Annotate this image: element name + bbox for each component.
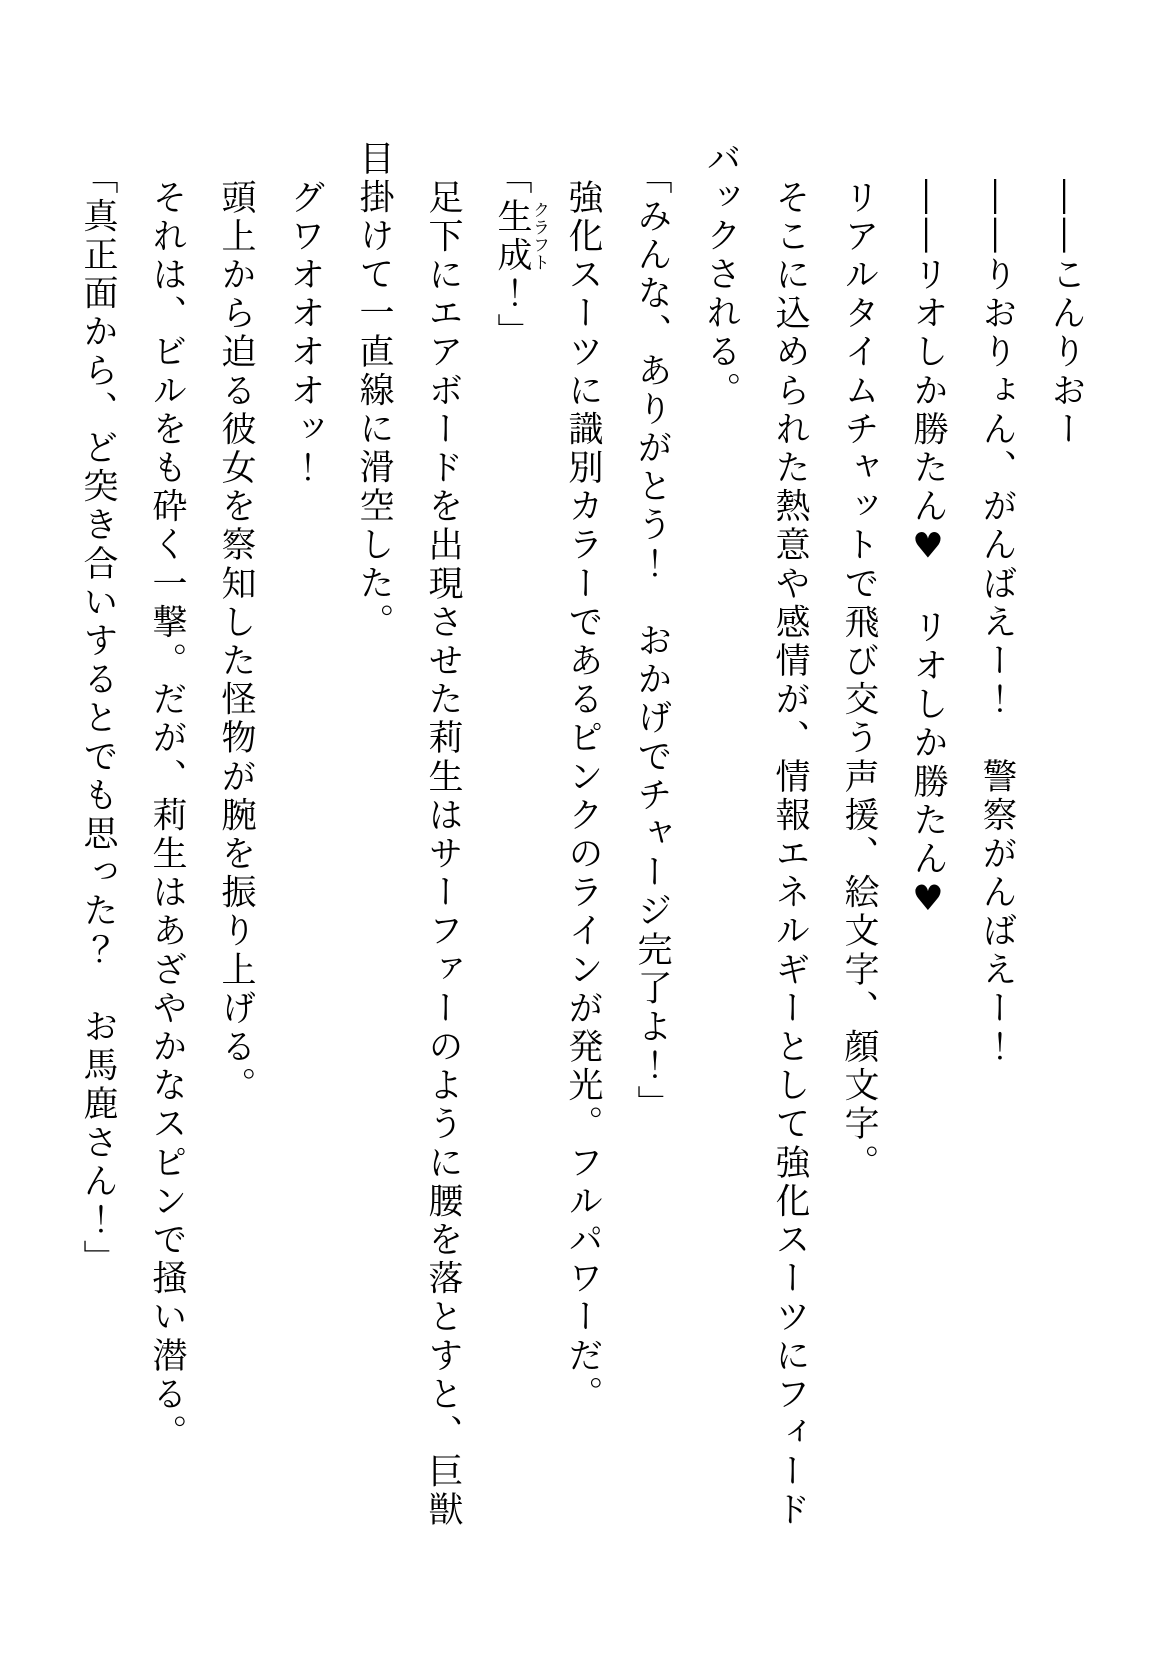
text-line: 頭上から迫る彼女を察知した怪物が腕を振り上げる。 [216, 178, 256, 1105]
craft-base: 生成 [492, 197, 532, 276]
quote-line-craft [477, 140, 548, 1600]
text-line: それは、ビルをも砕く一撃。だが、莉生はあざやかなスピンで掻い潜る。 [147, 178, 187, 1453]
dialogue-line: ――こんりおー [1046, 178, 1086, 449]
text-line-continuation: バックされる。 [701, 140, 741, 411]
text-line-continuation: 目掛けて一直線に滑空した。 [354, 140, 394, 642]
roar-line: グワオオオオッ！ [285, 178, 325, 488]
text-line: そこに込められた熱意や感情が、情報エネルギーとして強化スーツにフィード [770, 178, 810, 1530]
open-bracket: 「 [492, 159, 532, 198]
text-line: リアルタイムチャットで飛び交う声援、絵文字、顔文字。 [839, 178, 879, 1183]
text-line: 強化スーツに識別カラーであるピンクのラインが発光。フルパワーだ。 [563, 178, 603, 1414]
close-bracket: ！」 [492, 275, 532, 353]
vertical-text-block [63, 140, 1100, 1600]
quote-line: 「真正面から、ど突き合いするとでも思った？ お馬鹿さん！」 [78, 159, 118, 1279]
craft-ruby [492, 197, 549, 276]
dialogue-line: ――リオしか勝たん♥ リオしか勝たん♥ [908, 178, 948, 922]
quote-line: 「みんな、ありがとう！ おかげでチャージ完了よ！」 [632, 159, 672, 1125]
text-line: 足下にエアボードを出現させた莉生はサーファーのように腰を落とすと、巨獣 [423, 178, 463, 1530]
craft-furigana: クラフト [529, 197, 549, 276]
dialogue-line: ――りおりょん、がんばえー！ 警察がんばえー！ [977, 178, 1017, 1067]
